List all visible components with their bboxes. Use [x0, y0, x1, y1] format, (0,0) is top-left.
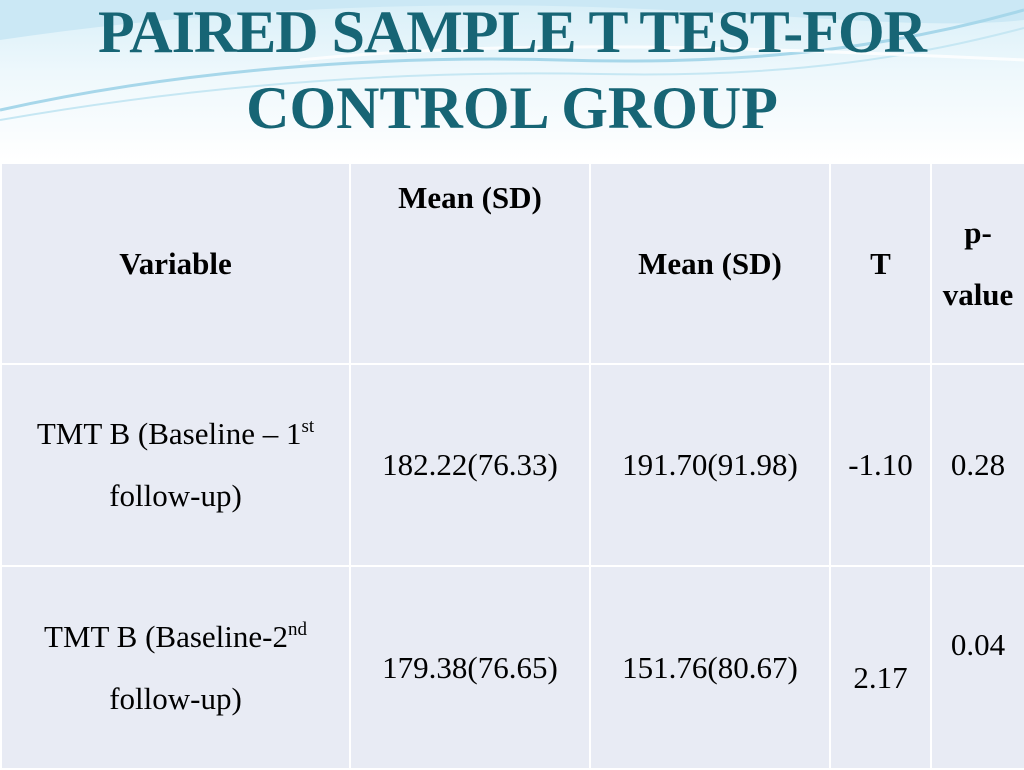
row-p-value: 0.04 — [931, 566, 1024, 769]
row-mean-sd-1: 182.22(76.33) — [350, 364, 590, 566]
header-variable: Variable — [1, 163, 350, 364]
header-p-value — [931, 163, 1024, 364]
header-mean-sd-2: Mean (SD) — [590, 163, 830, 364]
row-variable-part1: TMT B (Baseline – 1 — [36, 416, 302, 451]
row-t: -1.10 — [830, 364, 931, 566]
header-t: T — [830, 163, 931, 364]
row-variable — [1, 566, 350, 769]
row-mean-sd-1: 179.38(76.65) — [350, 566, 590, 769]
row-mean-sd-2: 191.70(91.98) — [590, 364, 830, 566]
row-p-value: 0.28 — [931, 364, 1024, 566]
row-variable-part2: follow-up) — [109, 680, 242, 716]
table-row — [1, 566, 1024, 769]
row-variable — [1, 364, 350, 566]
title-line-2: CONTROL GROUP — [246, 75, 778, 141]
row-variable-part1: TMT B (Baseline-2 — [44, 618, 288, 654]
title-line-1: PAIRED SAMPLE T TEST-FOR — [98, 0, 926, 65]
header-mean-sd-1: Mean (SD) — [350, 163, 590, 364]
table-header-row — [1, 163, 1024, 364]
header-p-value-part1: p- — [964, 214, 992, 250]
header-p-value-part2: value — [942, 276, 1014, 312]
row-variable-part2: follow-up) — [109, 478, 242, 513]
results-table — [0, 162, 1024, 770]
slide-header — [0, 0, 1024, 162]
row-t: 2.17 — [830, 566, 931, 769]
row-variable-sup: nd — [287, 618, 307, 640]
row-variable-sup: st — [301, 416, 315, 437]
row-mean-sd-2: 151.76(80.67) — [590, 566, 830, 769]
slide-title — [0, 0, 1024, 146]
table-row — [1, 364, 1024, 566]
